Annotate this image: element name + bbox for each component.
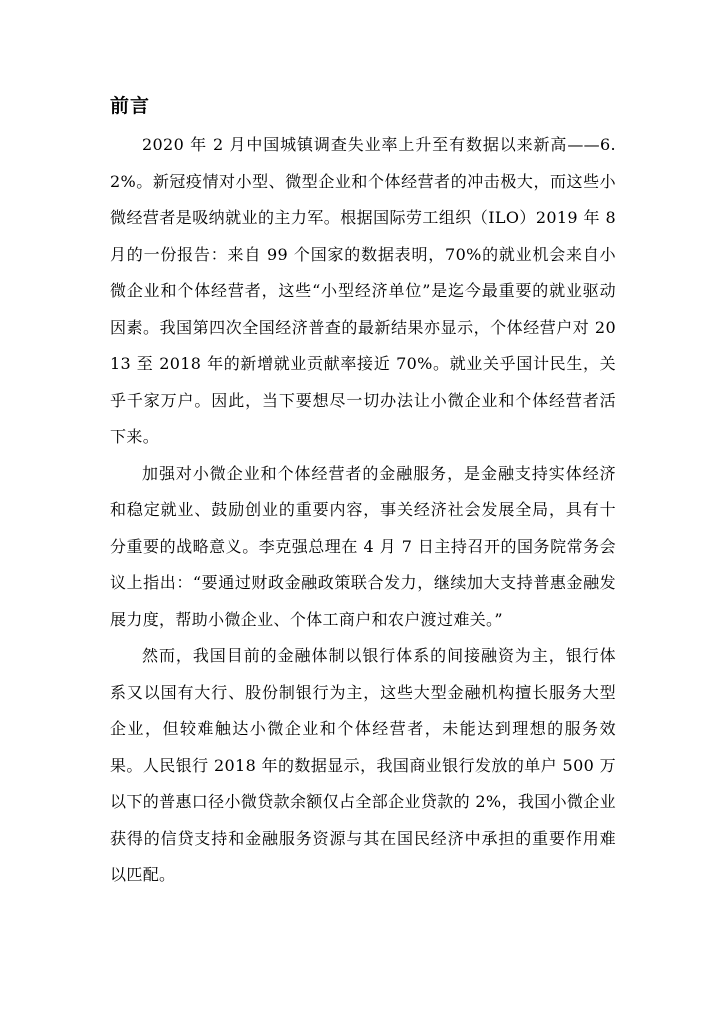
paragraph-1: 2020 年 2 月中国城镇调查失业率上升至有数据以来新高——6.2%。新冠疫情对小型、微型企业和个体经营者的冲击极大，而这些小微经营者是吸纳就业的主力军。根据国际劳工组织（ILO）2019 年 8 月的一份报告：来自 99 个国家的数据表明，70%的就业机会来自小微企业和个体经营者，这些“小型经济单位”是迄今最重要的就业驱动因素。我国第四次全国经济普查的最新结果亦显示，个体经营户对 2013 至 2018 年的新增就业贡献率接近 70%。就业关乎国计民生，关乎千家万户。因此，当下要想尽一切办法让小微企业和个体经营者活下来。 — [110, 135, 616, 446]
paragraph-3: 然而，我国目前的金融体制以银行体系的间接融资为主，银行体系又以国有大行、股份制银行为主，这些大型金融机构擅长服务大型企业，但较难触达小微企业和个体经营者，未能达到理想的服务效果。人民银行 2018 年的数据显示，我国商业银行发放的单户 500 万以下的普惠口径小微贷款余额仅占全部企业贷款的 2%，我国小微企业获得的信贷支持和金融服务资源与其在国民经济中承担的重要作用难以匹配。 — [110, 646, 616, 884]
body-text — [110, 127, 616, 894]
section-heading: 前言 — [110, 95, 151, 117]
paragraph-2: 加强对小微企业和个体经营者的金融服务，是金融支持实体经济和稳定就业、鼓励创业的重要内容，事关经济社会发展全局，具有十分重要的战略意义。李克强总理在 4 月 7 日主持召开的国务院常务会议上指出：“要通过财政金融政策联合发力，继续加大支持普惠金融发展力度，帮助小微企业、个体工商户和农户渡过难关。” — [110, 463, 616, 629]
